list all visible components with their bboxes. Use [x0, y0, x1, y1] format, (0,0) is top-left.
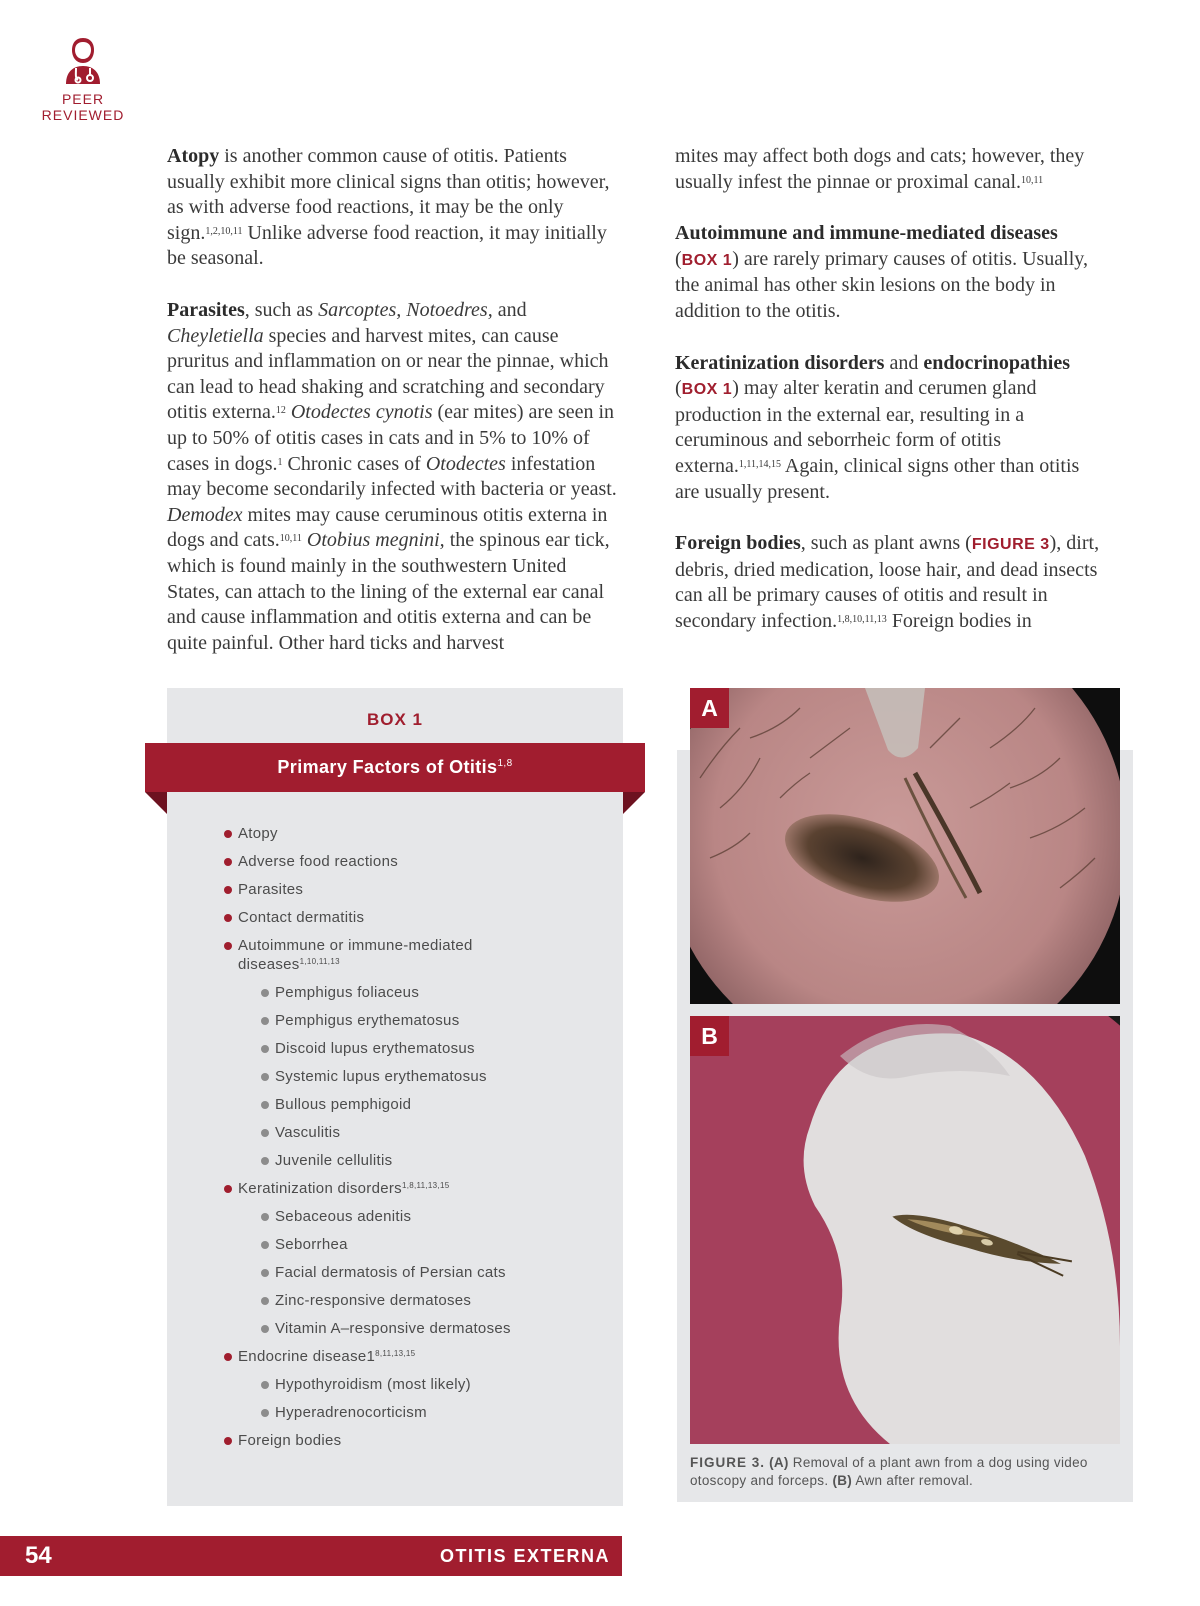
box-title-ribbon — [145, 743, 645, 792]
text-span: the spinous ear tick, which is found mainly in the southwestern United States, can attach to the lining of the external ear canal and cause inflammation and otitis externa and can be quite painful. Other hard ticks and harvest — [167, 529, 610, 654]
sub-list-item: Pemphigus erythematosus — [261, 1011, 604, 1030]
sub-list-item: Zinc-responsive dermatoses — [261, 1291, 604, 1310]
sub-list-item: Hyperadrenocorticism — [261, 1403, 604, 1422]
text-span: Again, clinical signs other than otitis are usually present. — [675, 454, 1080, 503]
primary-factors-list — [224, 824, 604, 1459]
species-name: Otobius megnini, — [306, 529, 445, 552]
sub-list-item: Facial dermatosis of Persian cats — [261, 1263, 604, 1282]
sub-list-item: Bullous pemphigoid — [261, 1095, 604, 1114]
list-item: Autoimmune or immune-mediated diseases$^{1,10,11,13}$ — [224, 936, 538, 974]
keratinization-paragraph — [675, 351, 1105, 506]
box-1-link[interactable]: BOX 1 — [681, 381, 733, 399]
sub-list-item: Pemphigus foliaceus — [261, 983, 604, 1002]
sub-list-item: Juvenile cellulitis — [261, 1151, 604, 1170]
atopy-lead: Atopy — [167, 145, 220, 167]
text-span: species and harvest mites, can cause pruritus and inflammation on or near the pinnae, which can lead to head shaking and scratching and secondary otitis externa. — [167, 324, 609, 424]
mites-paragraph — [675, 144, 1105, 195]
atopy-text-2: Unlike adverse food reaction, it may initially be seasonal. — [167, 221, 607, 270]
text-span: mites may affect both dogs and cats; however, they usually infest the pinnae or proximal canal. — [675, 145, 1085, 193]
badge-line-2: REVIEWED — [41, 107, 125, 123]
text-span: ) may alter keratin and cerumen gland production in the external ear, resulting in a ceruminous and seborrheic form of otitis externa. — [675, 377, 1037, 477]
text-span: infestation may become secondarily infected with bacteria or yeast. — [167, 452, 617, 501]
right-column — [675, 144, 1105, 661]
caption-a-label: (A) — [769, 1455, 789, 1470]
autoimmune-paragraph — [675, 221, 1105, 324]
badge-line-1: PEER — [61, 91, 105, 107]
peer-reviewed-badge — [40, 34, 126, 123]
foreign-bodies-paragraph — [675, 531, 1105, 634]
foreign-bodies-lead: Foreign bodies — [675, 532, 801, 555]
text-span: , such as — [244, 298, 319, 321]
citation: 10,11 — [279, 533, 302, 545]
figure-tag-b: B — [690, 1016, 729, 1056]
box-title-citation: 1,8 — [497, 758, 513, 769]
sub-list-item: Vitamin A–responsive dermatoses — [261, 1319, 604, 1338]
sub-list-item: Sebaceous adenitis — [261, 1207, 604, 1226]
text-span: ) are rarely primary causes of otitis. Usually, the animal has other skin lesions on the body in addition to the otitis. — [675, 247, 1088, 322]
figure-3a-photo — [690, 688, 1120, 1004]
figure-3-link[interactable]: FIGURE 3 — [971, 536, 1050, 554]
sub-list-item: Systemic lupus erythematosus — [261, 1067, 604, 1086]
citation: 1,8,10,11,13 — [837, 613, 887, 625]
sub-list-item: Seborrhea — [261, 1235, 604, 1254]
list-item: Endocrine disease1$^{8,11,13,15}$ — [224, 1347, 604, 1366]
page-footer — [0, 1536, 622, 1576]
sub-list-item: Vasculitis — [261, 1123, 604, 1142]
atopy-paragraph — [167, 144, 622, 272]
list-item: Foreign bodies — [224, 1431, 604, 1450]
list-item: Adverse food reactions — [224, 852, 604, 871]
text-span: mites may cause ceruminous otitis externa in dogs and cats. — [167, 503, 608, 552]
autoimmune-lead: Autoimmune and immune-mediated diseases — [675, 222, 1058, 245]
text-span: and — [884, 351, 924, 374]
atopy-text: is another common cause of otitis. Patients usually exhibit more clinical signs than otitis; however, as with adverse food reactions, it may be the only sign. — [167, 145, 610, 244]
text-span: and — [492, 298, 527, 321]
page-number: 54 — [25, 1542, 52, 1569]
endocrinopathies-lead: endocrinopathies — [923, 351, 1071, 374]
text-span: ( — [675, 377, 682, 400]
text-span: , such as plant awns ( — [800, 532, 972, 555]
caption-label: FIGURE 3. — [690, 1455, 766, 1470]
keratinization-lead: Keratinization disorders — [675, 351, 885, 374]
species-name: Sarcoptes, Notoedres, — [318, 298, 493, 321]
figure-3-caption — [690, 1454, 1110, 1490]
ribbon-fold-right — [623, 792, 645, 814]
box-1-link[interactable]: BOX 1 — [681, 251, 733, 269]
citation: 10,11 — [1021, 174, 1044, 186]
citation: 1,2,10,11 — [205, 225, 243, 237]
text-span: ), dirt, debris, dried medication, loose hair, and dead insects can all be primary causes of otitis and result in secondary infection. — [675, 532, 1100, 632]
citation: 1,11,14,15 — [738, 458, 781, 470]
sub-list-item: Discoid lupus erythematosus — [261, 1039, 604, 1058]
text-span: ( — [675, 247, 682, 270]
text-span: Foreign bodies in — [886, 609, 1032, 632]
citation: 12 — [275, 405, 286, 417]
box-label: BOX 1 — [366, 710, 424, 729]
figure-tag-a: A — [690, 688, 729, 728]
citation: 1 — [277, 456, 283, 468]
sub-list-item: Hypothyroidism (most likely) — [261, 1375, 604, 1394]
parasites-paragraph — [167, 298, 622, 656]
left-column — [167, 144, 622, 682]
list-item: Atopy — [224, 824, 604, 843]
list-item: Contact dermatitis — [224, 908, 604, 927]
species-name: Otodectes — [425, 452, 506, 475]
species-name: Otodectes cynotis — [290, 401, 433, 424]
list-item: Keratinization disorders$^{1,8,11,13,15}$ — [224, 1179, 604, 1198]
caption-b-label: (B) — [832, 1473, 853, 1488]
caption-a-text: Removal of a plant awn from a dog using video otoscopy and forceps. — [690, 1455, 1088, 1488]
caption-b-text: Awn after removal. — [852, 1473, 974, 1488]
section-title: OTITIS EXTERNA — [439, 1546, 610, 1566]
box-title: Primary Factors of Otitis — [277, 757, 498, 777]
ribbon-fold-left — [145, 792, 167, 814]
list-item: Parasites — [224, 880, 604, 899]
figure-3b-photo — [690, 1016, 1120, 1444]
text-span: Chronic cases of — [282, 452, 426, 475]
species-name: Cheyletiella — [167, 324, 264, 347]
species-name: Demodex — [167, 503, 243, 526]
text-span: (ear mites) are seen in up to 50% of otitis cases in cats and in 5% to 10% of cases in dogs. — [167, 401, 615, 475]
reviewer-icon — [62, 34, 104, 86]
parasites-lead: Parasites — [167, 298, 245, 321]
